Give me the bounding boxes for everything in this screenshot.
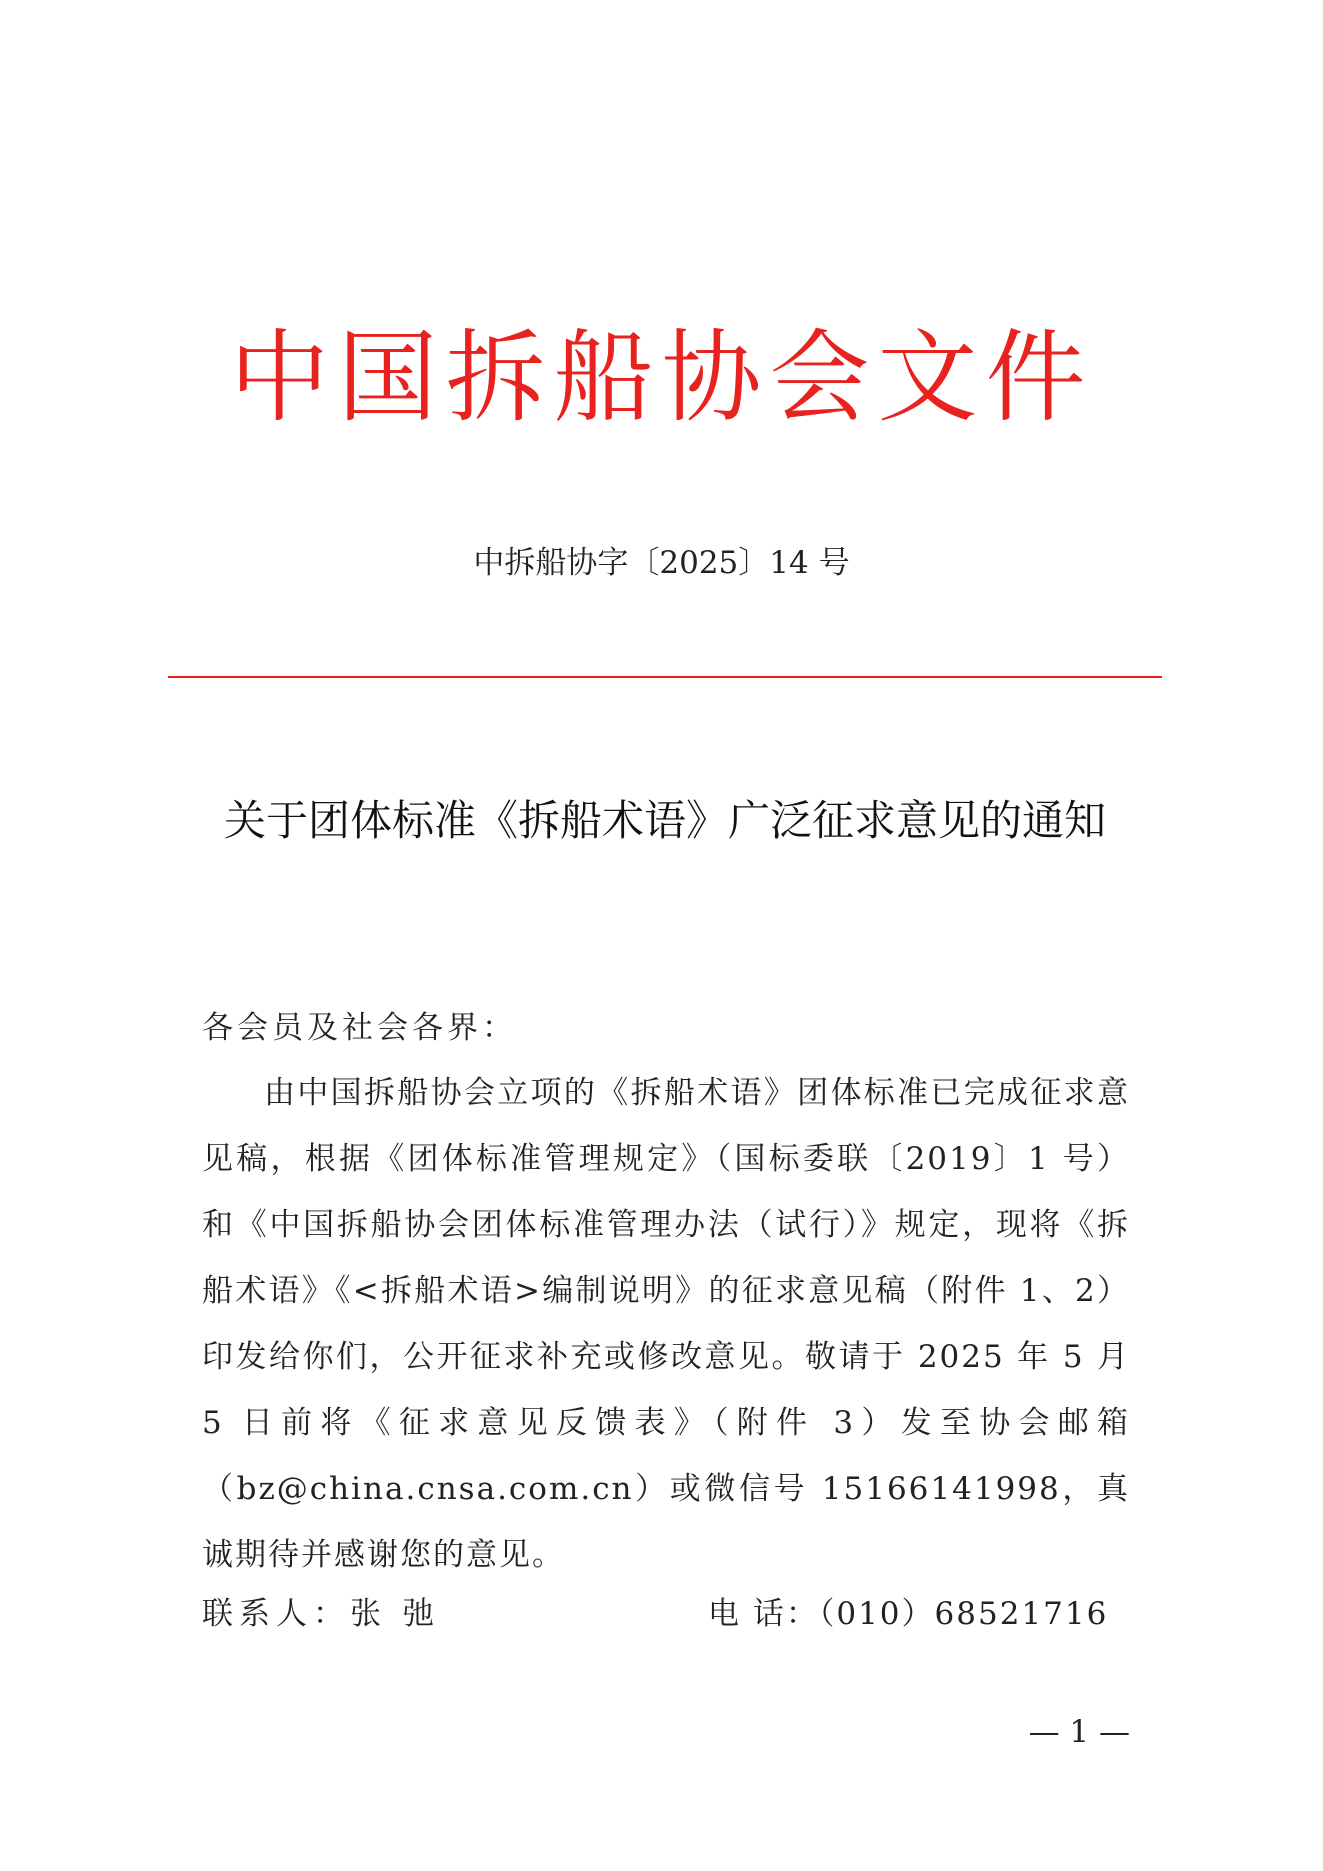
- contact-person: 联系人：张 弛: [202, 1596, 440, 1632]
- contact-row: [202, 1584, 1130, 1644]
- document-number: 中拆船协字〔2025〕14 号: [473, 545, 850, 581]
- masthead-title: 中国拆船协会文件: [229, 319, 1094, 436]
- page-number: — 1 —: [1028, 1714, 1130, 1750]
- body-paragraph: 由中国拆船协会立项的《拆船术语》团体标准已完成征求意见稿，根据《团体标准管理规定》（国标委联〔2019〕1 号）和《中国拆船协会团体标准管理办法（试行）》规定，现将《拆船术语》《<拆船术语>编制说明》的征求意见稿（附件 1、2）印发给你们，公开征求补充或修改意见。敬请于 2025 年 5 月 5 日前将《征求意见反馈表》（附件 3）发至协会邮箱（bz@china.cnsa.com.cn）或微信号 15166141998，真诚期待并感谢您的意见。: [202, 1075, 1130, 1573]
- salutation: 各会员及社会各界：: [202, 1010, 517, 1046]
- notice-title: 关于团体标准《拆船术语》广泛征求意见的通知: [223, 796, 1106, 845]
- red-divider-line: [168, 676, 1162, 678]
- contact-phone: 电 话：（010）68521716: [708, 1596, 1109, 1632]
